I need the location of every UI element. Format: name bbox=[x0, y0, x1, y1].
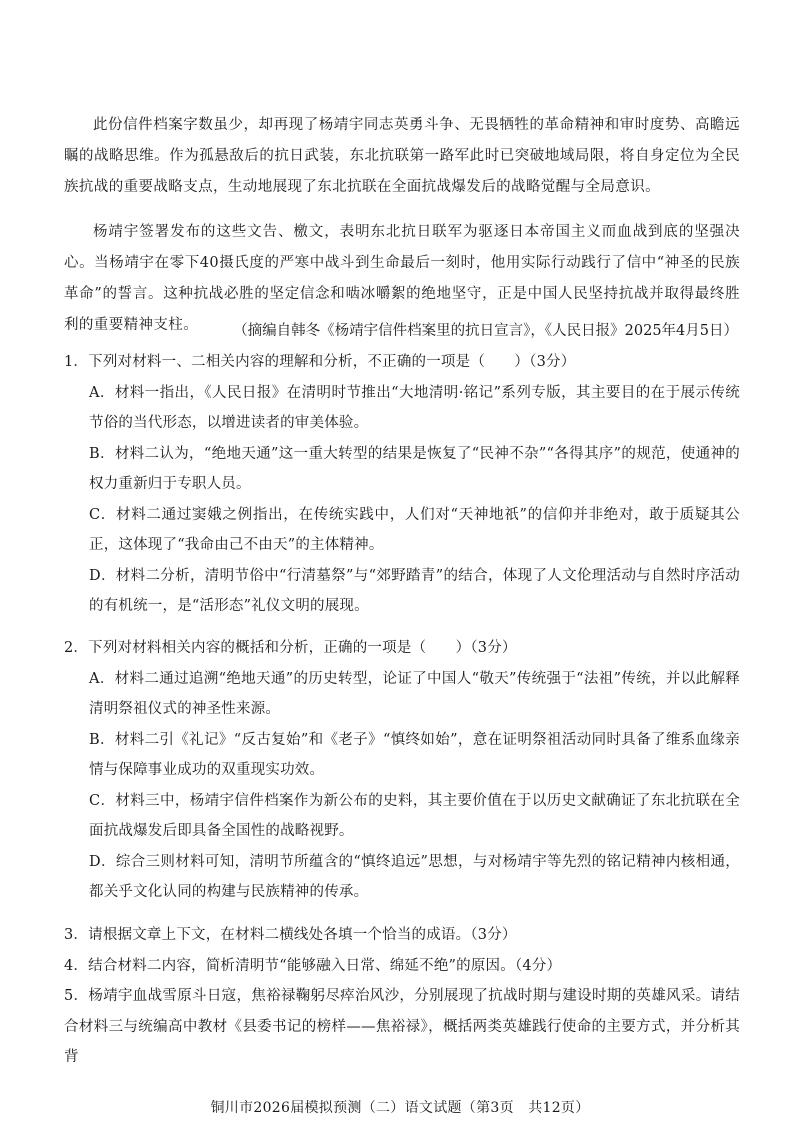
question-1-option-d: D．材料二分析，清明节俗中“行清墓祭”与“郊野踏青”的结合，体现了人文伦理活动与自然时序活动的有机统一，是“活形态”礼仪文明的展现。 bbox=[89, 567, 740, 614]
passage-paragraph-1: 此份信件档案字数虽少，却再现了杨靖宇同志英勇斗争、无畏牺牲的革命精神和审时度势、高瞻远瞩的战略思维。作为孤悬敌后的抗日武装，东北抗联第一路军此时已突破地域局限，将自身定位为全民族抗战的重要战略支点，生动地展现了东北抗联在全面抗战爆发后的战略觉醒与全局意识。 bbox=[64, 116, 740, 195]
question-3-5 bbox=[64, 920, 740, 1073]
question-3: 3．请根据文章上下文，在材料二横线处各填一个恰当的成语。（3分） bbox=[64, 927, 517, 943]
question-2-option-c: C．材料三中，杨靖宇信件档案作为新公布的史料，其主要价值在于以历史文献确证了东北抗联在全面抗战爆发后即具备全国性的战略视野。 bbox=[89, 792, 740, 839]
question-1-stem: 1．下列对材料一、二相关内容的理解和分析，不正确的一项是（ ）（3分） bbox=[64, 354, 576, 370]
question-1-option-b: B．材料二认为，“绝地天通”这一重大转型的结果是恢复了“民神不杂”“各得其序”的规范，使通神的权力重新归于专职人员。 bbox=[89, 445, 740, 492]
question-5: 5．杨靖宇血战雪原斗日寇，焦裕禄鞠躬尽瘁治风沙，分别展现了抗战时期与建设时期的英雄风采。请结合材料三与统编高中教材《县委书记的榜样——焦裕禄》，概括两类英雄践行使命的主要方式，并分析其背 bbox=[64, 988, 740, 1065]
question-2 bbox=[64, 633, 740, 908]
passage-material-three bbox=[64, 95, 740, 341]
question-1-option-c: C．材料二通过窦娥之例指出，在传统实践中，人们对“天神地祇”的信仰并非绝对，敢于质疑其公正，这体现了“我命由己不由天”的主体精神。 bbox=[89, 506, 740, 553]
question-2-option-a: A．材料二通过追溯“绝地天通”的历史转型，论证了中国人“敬天”传统强于“法祖”传统，并以此解释清明祭祖仪式的神圣性来源。 bbox=[89, 670, 740, 717]
question-2-stem: 2．下列对材料相关内容的概括和分析，正确的一项是（ ）（3分） bbox=[64, 640, 517, 656]
question-4: 4．结合材料二内容，简析清明节“能够融入日常、绵延不绝”的原因。（4分） bbox=[64, 957, 562, 974]
question-1-option-a: A．材料一指出，《人民日报》在清明时节推出“大地清明·铭记”系列专版，其主要目的在于展示传统节俗的当代形态，以增进读者的审美体验。 bbox=[89, 384, 740, 431]
question-2-option-d: D．综合三则材料可知，清明节所蕴含的“慎终追远”思想，与对杨靖宇等先烈的铭记精神内核相通，都关乎文化认同的构建与民族精神的传承。 bbox=[89, 853, 740, 900]
page-footer: 铜川市2026届模拟预测（二）语文试题（第3页 共12页） bbox=[210, 1100, 590, 1116]
passage-paragraph-2: 杨靖宇签署发布的这些文告、檄文，表明东北抗日联军为驱逐日本帝国主义而血战到底的坚强决心。当杨靖宇在零下40摄氏度的严寒中战斗到生命最后一刻时，他用实际行动践行了信中“神圣的民族革命”的誓言。这种抗战必胜的坚定信念和啮冰嚼絮的绝地坚守，正是中国人民坚持抗战并取得最终胜利的重要精神支柱。 bbox=[64, 224, 740, 333]
question-1 bbox=[64, 347, 740, 622]
passage-source-citation: （摘编自韩冬《杨靖宇信件档案里的抗日宣言》，《人民日报》2025年4月5日） bbox=[233, 323, 738, 339]
question-2-option-b: B．材料二引《礼记》“反古复始”和《老子》“慎终如始”，意在证明祭祖活动同时具备了维系血缘亲情与保障事业成功的双重现实功效。 bbox=[89, 731, 740, 778]
